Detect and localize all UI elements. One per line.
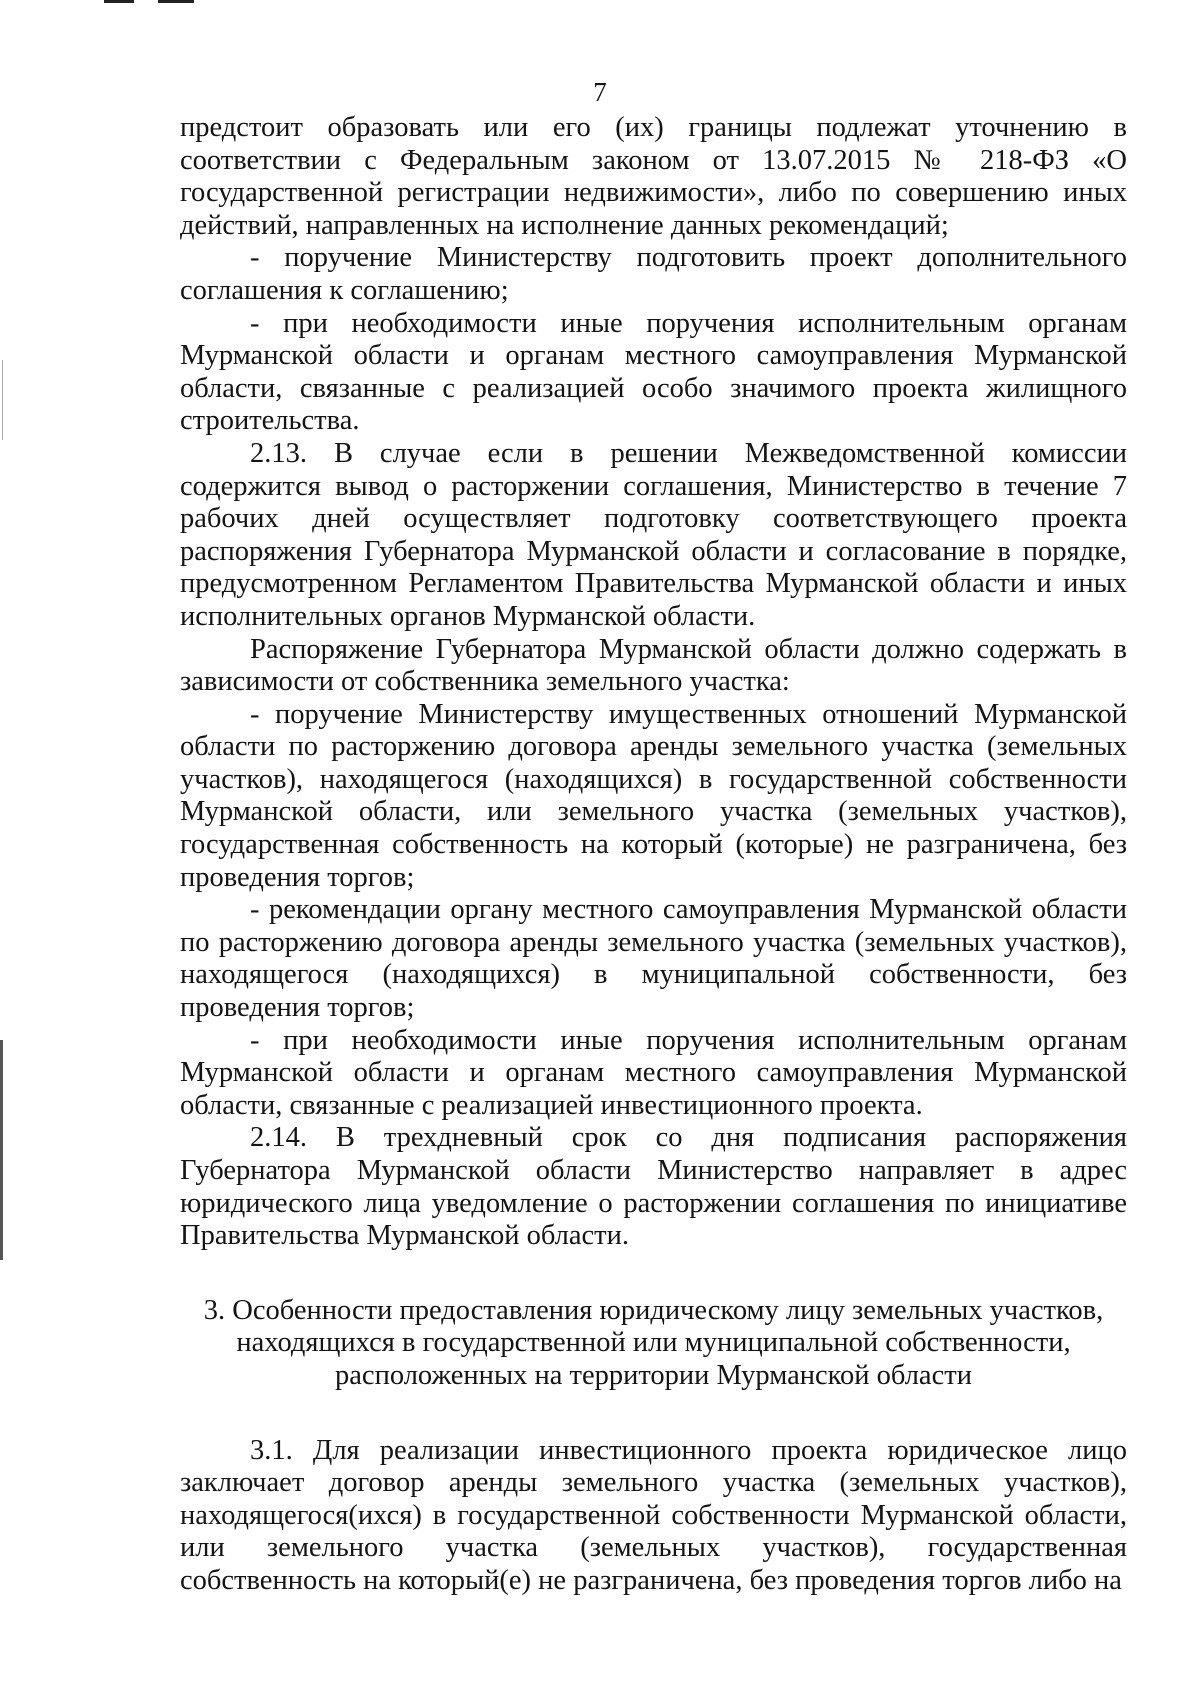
clause-2-14: 2.14. В трехдневный срок со дня подписания распоряжения Губернатора Мурманской области Министерство направляет в адрес юридического лица уведомление о расторжении соглашения по инициативе Правительства Мурманской области. (180, 1122, 1127, 1252)
list-item: - рекомендации органу местного самоуправления Мурманской области по расторжению договора аренды земельного участка (земельных участков), находящегося (находящихся) в муниципальной собственности, без проведения торгов; (180, 894, 1127, 1024)
section-heading-line: находящихся в государственной или муниципальной собственности, (236, 1327, 1071, 1359)
clause-3-1: 3.1. Для реализации инвестиционного проекта юридическое лицо заключает договор аренды земельного участка (земельных участков), находящегося(ихся) в государственной собственности Мурманской области, или земельного участка (земельных участков), государственная собственность на который(е) не разграничена, без проведения торгов либо на (180, 1434, 1127, 1596)
paragraph: Распоряжение Губернатора Мурманской области должно содержать в зависимости от собственника земельного участка: (180, 633, 1127, 698)
scan-edge-shadow (2, 360, 3, 440)
document-body (180, 112, 1127, 1598)
paragraph-continuation: предстоит образовать или его (их) границы подлежат уточнению в соответствии с Федеральным законом от 13.07.2015 № 218-ФЗ «О государственной регистрации недвижимости», либо по совершению иных действий, направленных на исполнение данных рекомендаций; (180, 112, 1127, 241)
scan-edge-shadow (0, 1040, 3, 1260)
page-number: 7 (593, 77, 607, 107)
section-heading-line: расположенных на территории Мурманской области (335, 1359, 972, 1391)
list-item: - при необходимости иные поручения исполнительным органам Мурманской области и органам местного самоуправления Мурманской области, связанные с реализацией инвестиционного проекта. (180, 1024, 1127, 1121)
section-heading (180, 1295, 1127, 1393)
scan-artifact (104, 0, 134, 3)
list-item: - поручение Министерству имущественных отношений Мурманской области по расторжению договора аренды земельного участка (земельных участков), находящегося (находящихся) в государственной собственности Мурманской области, или земельного участка (земельных участков), государственная собственность на который (которые) не разграничена, без проведения торгов; (180, 698, 1127, 893)
scan-artifact (158, 0, 194, 3)
clause-2-13: 2.13. В случае если в решении Межведомственной комиссии содержится вывод о расторжении соглашения, Министерство в течение 7 рабочих дней осуществляет подготовку соответствующего проекта распоряжения Губернатора Мурманской области и согласование в порядке, предусмотренном Регламентом Правительства Мурманской области и иных исполнительных органов Мурманской области. (180, 437, 1127, 632)
list-item: - при необходимости иные поручения исполнительным органам Мурманской области и органам местного самоуправления Мурманской области, связанные с реализацией особо значимого проекта жилищного строительства. (180, 307, 1127, 437)
list-item: - поручение Министерству подготовить проект дополнительного соглашения к соглашению; (180, 242, 1127, 306)
section-heading-line: 3. Особенности предоставления юридическому лицу земельных участков, (203, 1294, 1104, 1326)
